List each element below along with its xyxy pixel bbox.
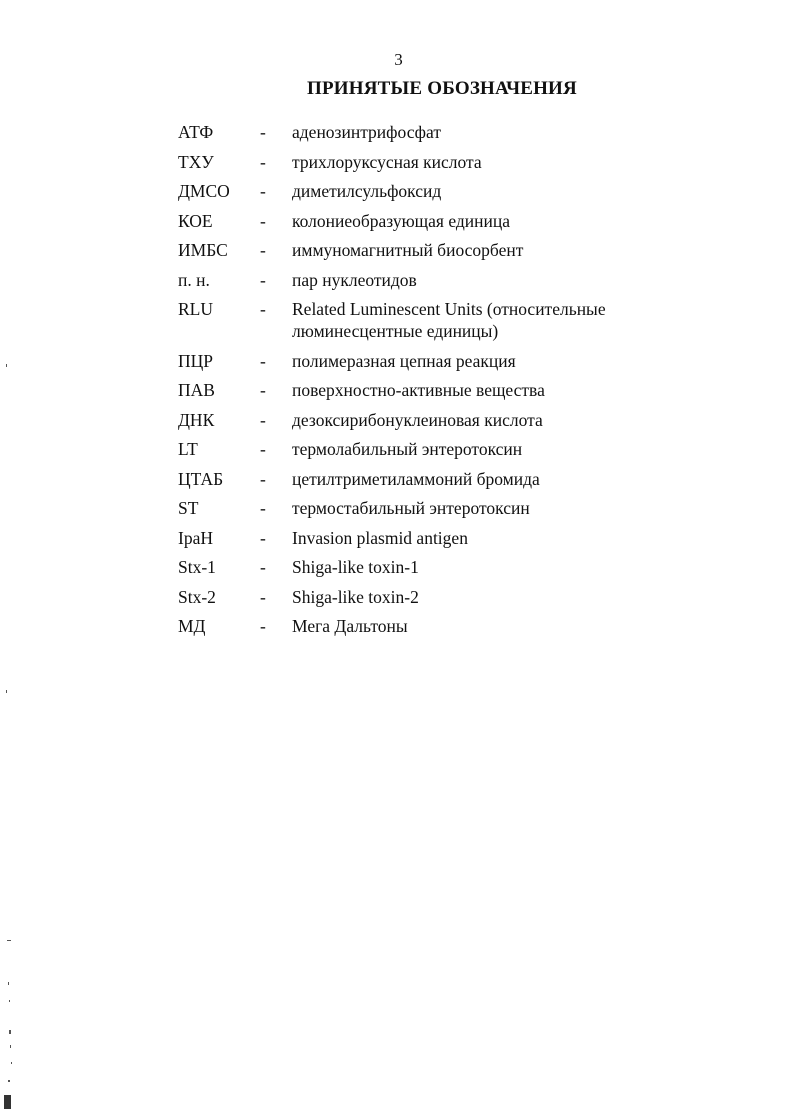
abbreviation-list — [178, 121, 738, 645]
page-title: ПРИНЯТЫЕ ОБОЗНАЧЕНИЯ — [307, 78, 577, 99]
abbreviation-dash: - — [260, 350, 266, 371]
abbreviation-dash: - — [260, 380, 266, 400]
abbreviation-definition: иммуномагнитный биосорбент — [292, 240, 524, 260]
abbreviation-row — [178, 586, 738, 616]
scan-speck — [6, 690, 7, 693]
page-number: 3 — [394, 50, 403, 69]
abbreviation-dash: - — [260, 210, 266, 231]
abbreviation-definition: цетилтриметиламмоний бромида — [292, 468, 540, 489]
abbreviation-term: п. н. — [178, 269, 210, 290]
abbreviation-term: ПАВ — [178, 380, 215, 400]
abbreviation-term: ИМБС — [178, 240, 228, 260]
scan-speck — [8, 982, 9, 985]
abbreviation-dash: - — [260, 299, 266, 319]
abbreviation-term: МД — [178, 616, 206, 636]
abbreviation-definition: термостабильный энтеротоксин — [292, 498, 530, 518]
scan-speck — [4, 1095, 11, 1109]
abbreviation-term: ДМСО — [178, 181, 230, 201]
abbreviation-row — [178, 468, 738, 498]
abbreviation-row — [178, 239, 738, 269]
abbreviation-dash: - — [260, 181, 266, 201]
abbreviation-definition: Related Luminescent Units (относительные люминесцентные единицы) — [292, 299, 606, 341]
abbreviation-definition: аденозинтрифосфат — [292, 122, 441, 142]
abbreviation-definition: Invasion plasmid antigen — [292, 527, 468, 548]
abbreviation-row — [178, 527, 738, 557]
abbreviation-term: АТФ — [178, 122, 214, 142]
abbreviation-row — [178, 151, 738, 181]
scan-speck — [6, 364, 7, 367]
abbreviation-term: LT — [178, 439, 198, 459]
abbreviation-term: Stx-1 — [178, 557, 216, 577]
abbreviation-definition: Мега Дальтоны — [292, 616, 408, 636]
abbreviation-term: ПЦР — [178, 350, 214, 371]
abbreviation-dash: - — [260, 498, 266, 518]
abbreviation-dash: - — [260, 122, 266, 142]
abbreviation-row — [178, 438, 738, 468]
abbreviation-dash: - — [260, 616, 266, 636]
abbreviation-dash: - — [260, 557, 266, 577]
abbreviation-definition: полимеразная цепная реакция — [292, 350, 516, 371]
abbreviation-row — [178, 615, 738, 645]
abbreviation-dash: - — [260, 269, 266, 290]
abbreviation-dash: - — [260, 527, 266, 548]
abbreviation-dash: - — [260, 409, 266, 430]
abbreviation-definition: поверхностно-активные вещества — [292, 380, 545, 400]
abbreviation-term: ТХУ — [178, 151, 214, 172]
abbreviation-definition: пар нуклеотидов — [292, 269, 417, 290]
abbreviation-term: КОЕ — [178, 210, 213, 231]
scan-speck — [9, 1000, 10, 1002]
abbreviation-dash: - — [260, 439, 266, 459]
abbreviation-dash: - — [260, 240, 266, 260]
abbreviation-term: RLU — [178, 299, 213, 319]
abbreviation-term: ДНК — [178, 409, 215, 430]
scan-speck — [10, 1045, 11, 1048]
scan-speck — [11, 1062, 12, 1064]
abbreviation-row — [178, 210, 738, 240]
abbreviation-row — [178, 350, 738, 380]
abbreviation-dash: - — [260, 468, 266, 489]
abbreviation-definition: дезоксирибонуклеиновая кислота — [292, 409, 543, 430]
abbreviation-definition: трихлоруксусная кислота — [292, 151, 482, 172]
abbreviation-row — [178, 298, 738, 350]
abbreviation-row — [178, 180, 738, 210]
abbreviation-definition: Shiga-like toxin-1 — [292, 557, 419, 577]
scan-speck — [9, 1030, 11, 1034]
abbreviation-definition: термолабильный энтеротоксин — [292, 439, 523, 459]
abbreviation-row — [178, 269, 738, 299]
abbreviation-definition: Shiga-like toxin-2 — [292, 586, 419, 607]
abbreviation-definition: колониеобразующая единица — [292, 210, 510, 231]
abbreviation-row — [178, 556, 738, 586]
abbreviation-row — [178, 379, 738, 409]
abbreviation-dash: - — [260, 151, 266, 172]
abbreviation-row — [178, 409, 738, 439]
abbreviation-term: Stx-2 — [178, 586, 216, 607]
abbreviation-definition: диметилсульфоксид — [292, 181, 442, 201]
abbreviation-term: IpaH — [178, 527, 213, 548]
abbreviation-row — [178, 121, 738, 151]
abbreviation-term: ST — [178, 498, 199, 518]
abbreviation-dash: - — [260, 586, 266, 607]
abbreviation-term: ЦТАБ — [178, 468, 224, 489]
scan-speck — [7, 940, 11, 941]
abbreviation-row — [178, 497, 738, 527]
scan-speck — [8, 1080, 10, 1082]
